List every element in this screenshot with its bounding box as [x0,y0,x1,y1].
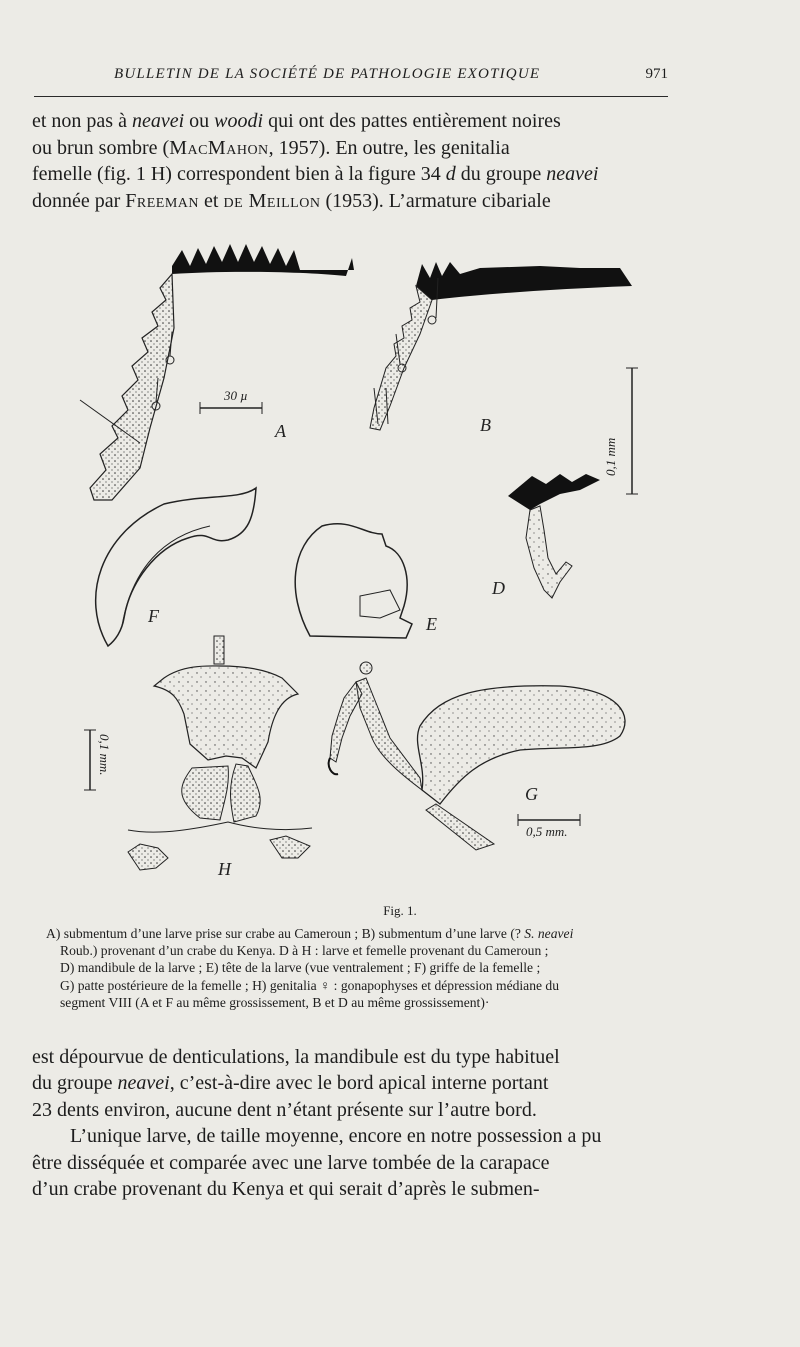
drawing-h-genitalia [128,636,312,870]
scale-label-left: 0,1 mm. [97,734,112,776]
gonapophysis-right [231,764,261,822]
claw-inner-line [122,526,210,626]
text-line-5: est dépourvue de denticulations, la mandibule est du type habituel [32,1046,560,1068]
text-line-7: 23 dents environ, aucune dent n’étant présente sur l’autre bord. [32,1098,537,1121]
submentum-a-teeth [172,244,354,276]
head-inner [360,590,400,618]
caption-line-5: segment VIII (A et F au même grossissement, B et D au même grossissement)· [60,994,490,1010]
scale-bar-right [603,368,638,494]
text-line-8: L’unique larve, de taille moyenne, encore en notre possession a pu [70,1125,602,1148]
top-paragraph [32,108,670,214]
text-line-10: d’un crabe provenant du Kenya et qui serait d’après le submen- [32,1178,540,1201]
text-line-3: femelle (fig. 1 H) correspondent bien à la figure 34 d du groupe neavei [32,163,599,185]
leg-tip-hairs [360,662,372,674]
running-header [34,66,668,97]
genitalia-plate [154,666,298,768]
text-line-1: et non pas à neavei ou woodi qui ont des pattes entièrement noires [32,110,561,132]
text-line-2: ou brun sombre (MacMahon, 1957). En outre, les genitalia [32,136,510,159]
genitalia-stalk [214,636,224,664]
scale-bar-a [200,388,262,414]
caption-line-2: Roub.) provenant d’un crabe du Kenya. D à H : larve et femelle provenant du Cameroun ; [60,943,549,959]
figure-label-b: B [480,415,491,435]
figure-caption [46,925,682,1011]
genitalia-lobe-left [128,844,168,870]
drawing-d-mandible [508,474,600,598]
figure-title: Fig. 1. [383,903,417,918]
figure-label-g: G [525,784,538,804]
drawing-b-submentum [370,262,632,430]
leg-segments [330,682,362,762]
head-outline [295,524,412,638]
figure-label-h: H [218,859,231,879]
drawing-g-hind-leg [329,662,625,850]
claw-outline [96,488,256,646]
seta-socket-b1 [428,316,436,324]
scale-bar-g [518,814,580,839]
caption-line-3: D) mandibule de la larve ; E) tête de la larve (vue ventralement ; F) griffe de la femelle ; [60,960,541,976]
drawing-f-claw [96,488,256,646]
leg-tarsus [356,678,422,790]
page-number: 971 [645,66,668,82]
scale-label-30u: 30 µ [224,388,248,403]
text-line-4: donnée par Freeman et de Meillon (1953). L’armature cibariale [32,189,551,212]
leg-tibia [426,804,494,850]
mandible-teeth [508,474,600,510]
drawing-e-head [295,524,412,638]
bottom-paragraph [32,1044,670,1202]
caption-line-4: G) patte postérieure de la femelle ; H) genitalia ♀ : gonapophyses et dépression médiane du [60,977,560,993]
figure-label-e: E [426,614,437,634]
leg-femur [417,686,625,804]
scale-label-right: 0,1 mm [603,437,618,476]
figure-label-f: F [148,606,159,626]
scale-bar-left [84,730,112,790]
submentum-b-teeth [416,262,632,300]
text-line-6: du groupe neavei, c’est-à-dire avec le bord apical interne portant [32,1072,549,1095]
text-line-9: être disséquée et comparée avec une larve tombée de la carapace [32,1151,550,1174]
scale-label-g: 0,5 mm. [526,824,568,839]
figure-label-d: D [492,578,505,598]
gonapophysis-left [182,766,229,820]
figure-drawing [60,238,680,893]
caption-line-1: A) submentum d’une larve prise sur crabe au Cameroun ; B) submentum d’une larve (? S. neavei [46,926,574,941]
genitalia-basal-line [128,822,312,832]
drawing-a-submentum [80,244,354,500]
genitalia-lobe-right [270,836,310,858]
mandible-body [526,506,572,598]
submentum-b-side [370,286,432,430]
journal-title: BULLETIN DE LA SOCIÉTÉ DE PATHOLOGIE EXOTIQUE [114,66,541,82]
figure-1 [60,238,680,893]
figure-label-a: A [275,421,286,441]
submentum-a-side [90,274,174,500]
